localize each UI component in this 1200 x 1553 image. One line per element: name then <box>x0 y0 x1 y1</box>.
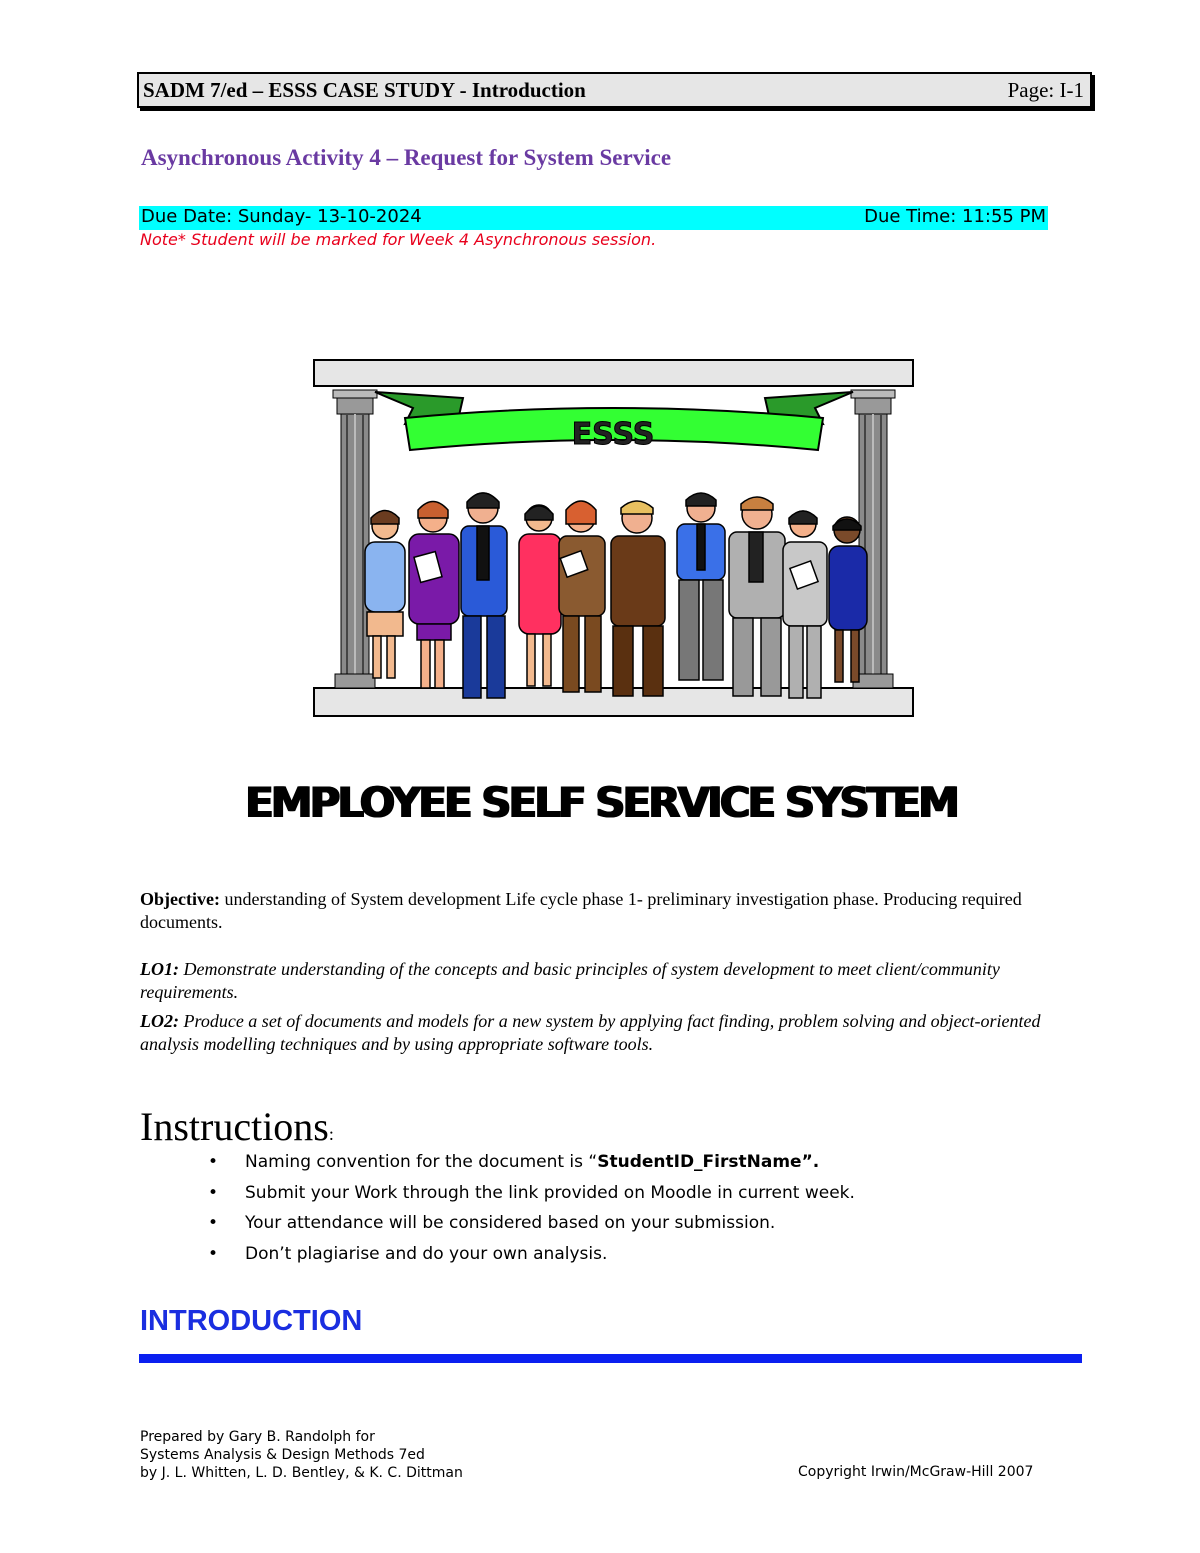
esss-clipart-image <box>313 358 915 720</box>
esss-banner <box>375 392 853 452</box>
lo1-paragraph <box>140 958 1060 1004</box>
instruction-text: Your attendance will be considered based on your submission. <box>245 1213 776 1233</box>
bullet-icon: • <box>208 1182 219 1203</box>
lo2-paragraph <box>140 1010 1060 1056</box>
instruction-text: Don’t plagiarise and do your own analysis. <box>245 1243 608 1264</box>
left-column <box>333 390 377 688</box>
due-date: Due Date: Sunday- 13-10-2024 <box>141 206 422 227</box>
activity-title: Asynchronous Activity 4 – Request for System Service <box>141 145 672 170</box>
header-title: SADM 7/ed – ESSS CASE STUDY - Introduction <box>143 78 586 102</box>
introduction-heading: INTRODUCTION <box>140 1305 363 1337</box>
section-divider <box>139 1354 1082 1363</box>
page-number: Page: I-1 <box>1007 78 1084 102</box>
banner-text: ESSS <box>571 417 655 452</box>
instruction-text-post: ”. <box>801 1152 820 1172</box>
footer-credits <box>140 1428 463 1482</box>
instructions-colon: : <box>328 1124 334 1144</box>
lo1-label: LO1: <box>140 959 179 979</box>
lo2-label: LO2: <box>140 1011 179 1031</box>
lo1-text: Demonstrate understanding of the concepts and basic principles of system development to meet client/community requirements. <box>140 959 1000 1002</box>
objective-text: understanding of System development Life cycle phase 1- preliminary investigation phase. Producing required documents. <box>140 889 1022 932</box>
objective-label: Objective: <box>140 889 220 909</box>
footer-line: by J. L. Whitten, L. D. Bentley, & K. C. Dittman <box>140 1465 463 1481</box>
page-header <box>137 72 1092 108</box>
footer-line: Systems Analysis & Design Methods 7ed <box>140 1447 425 1463</box>
instruction-text-pre: Naming convention for the document is “ <box>245 1152 598 1172</box>
instruction-text: Submit your Work through the link provided on Moodle in current week. <box>245 1182 855 1203</box>
objective-paragraph <box>140 888 1060 934</box>
system-title: EMPLOYEE SELF SERVICE SYSTEM <box>244 778 956 827</box>
bullet-icon: • <box>208 1213 219 1233</box>
instruction-filename: StudentID_FirstName <box>597 1152 802 1172</box>
instructions-heading <box>140 1103 334 1150</box>
instructions-heading-text: Instructions <box>140 1104 329 1149</box>
copyright-text: Copyright Irwin/McGraw-Hill 2007 <box>798 1464 1034 1480</box>
employee-group-figures <box>365 493 867 698</box>
due-bar <box>139 206 1048 230</box>
bullet-icon: • <box>208 1152 219 1172</box>
marking-note: Note* Student will be marked for Week 4 Asynchronous session. <box>140 230 657 249</box>
bullet-icon: • <box>208 1243 219 1264</box>
due-time: Due Time: 11:55 PM <box>864 206 1046 227</box>
instruction-text <box>245 1150 819 1174</box>
footer-line: Prepared by Gary B. Randolph for <box>140 1429 375 1445</box>
lo2-text: Produce a set of documents and models for a new system by applying fact finding, problem solving and object-oriented analysis modelling techniques and by using appropriate software tools. <box>140 1011 1041 1054</box>
